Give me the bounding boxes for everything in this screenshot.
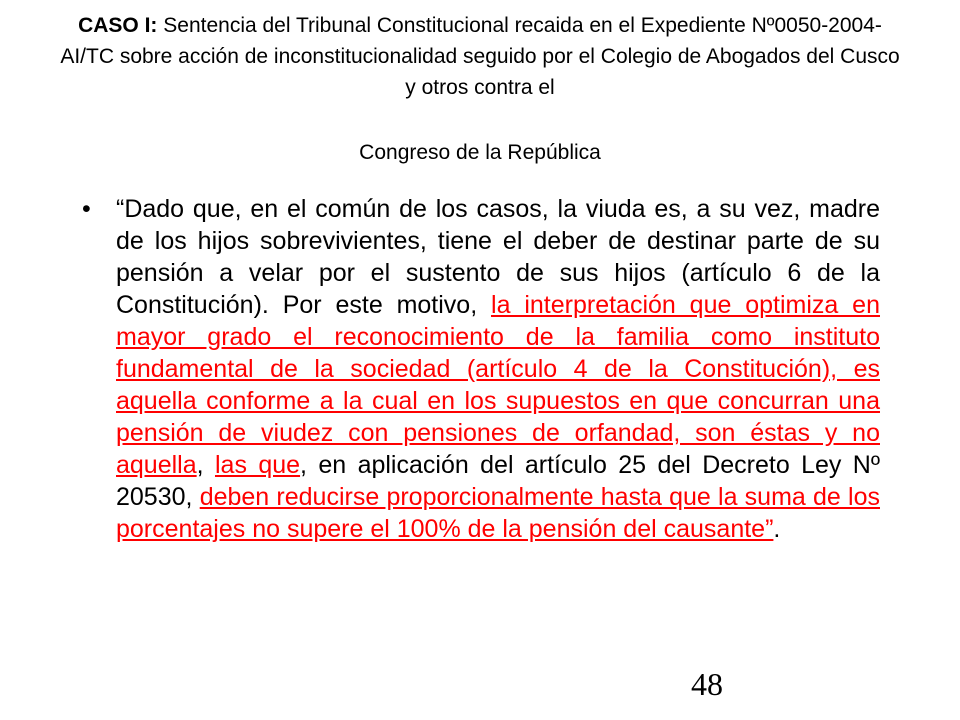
quote-bullet [82,193,880,545]
quote-intro: “Dado que, en el común de los casos, la viuda es, a su vez, madre de los hijos sobrevivientes, tiene el deber de destinar parte de su pensión a velar por el sustento de sus hijos (artículo 6 de la Constitución). Por este motivo, [116,195,880,319]
page-number: 48 [691,666,723,702]
bullet-icon: • [82,195,91,223]
quote-end: . [773,515,781,543]
highlighted-interpretation: la interpretación que optimiza en mayor grado el reconocimiento de la familia como instituto fundamental de la sociedad (artículo 4 de la Constitución), es aquella conforme a la cual en los supuestos en que concurran una pensión de viudez con pensiones de orfandad, son éstas y no aquella [116,291,880,479]
highlighted-reduction: deben reducirse proporcionalmente hasta que la suma de los porcentajes no supere el 100% de la pensión del causante” [116,483,880,543]
quote-middle: , en aplicación del artículo 25 del Decreto Ley Nº 20530, [116,451,880,511]
quote-separator: , [196,451,215,479]
slide-subtitle: Congreso de la República [359,141,601,164]
case-label: CASO I: [78,14,158,37]
case-title-text: Sentencia del Tribunal Constitucional recaida en el Expediente Nº0050-2004-AI/TC sobre acción de inconstitucionalidad seguido por el Colegio de Abogados del Cusco y otros contra el [60,14,900,99]
highlighted-las-que: las que [214,451,301,479]
slide-title [60,10,900,103]
